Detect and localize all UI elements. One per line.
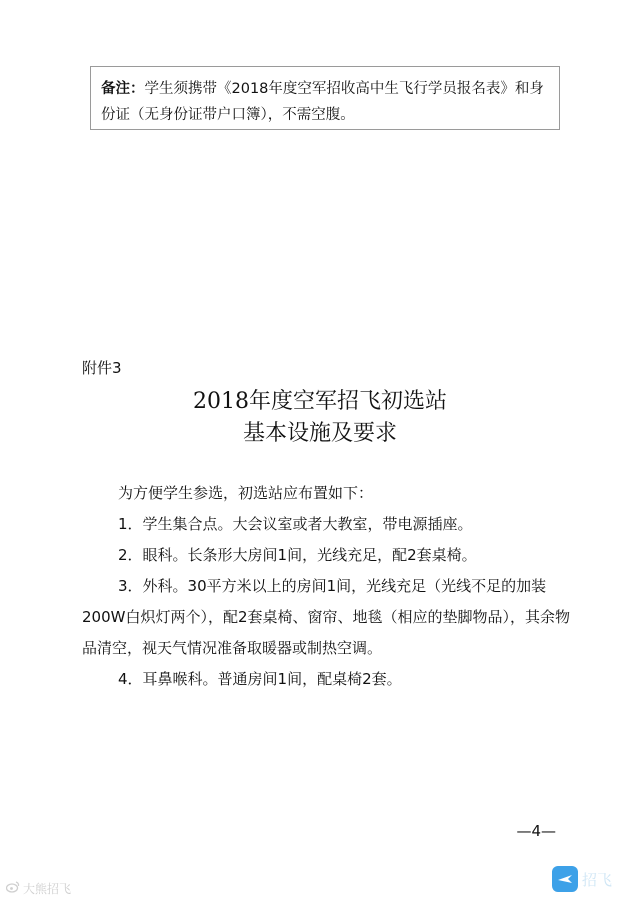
note-label: 备注： xyxy=(101,81,145,97)
note-text: 学生须携带《2018年度空军招收高中生飞行学员报名表》和身份证（无身份证带户口簿），不需空腹。 xyxy=(101,81,544,123)
watermark-right xyxy=(552,866,612,892)
watermark-left xyxy=(6,880,71,897)
document-title-line-1: 2018年度空军招飞初选站 xyxy=(193,389,447,414)
note-box xyxy=(90,66,560,130)
document-title-line-2: 基本设施及要求 xyxy=(242,421,397,446)
list-item-2: 2．眼科。长条形大房间1间，光线充足，配2套桌椅。 xyxy=(118,546,477,564)
intro-paragraph: 为方便学生参选，初选站应布置如下： xyxy=(118,484,374,502)
watermark-left-text: 大熊招飞 xyxy=(23,882,72,896)
list-item-3: 3．外科。30平方米以上的房间1间，光线充足（光线不足的加装200W白炽灯两个），配2套桌椅、窗帘、地毯（相应的垫脚物品），其余物品清空，视天气情况准备取暖器或制热空调。 xyxy=(82,577,571,657)
airplane-logo-icon xyxy=(552,866,578,892)
list-item-4: 4．耳鼻喉科。普通房间1间，配桌椅2套。 xyxy=(118,670,402,688)
body-text xyxy=(82,478,572,695)
attachment-label: 附件3 xyxy=(82,359,122,377)
page-number: —4— xyxy=(516,822,556,840)
watermark-right-text: 招飞 xyxy=(582,870,613,889)
weibo-icon xyxy=(6,881,20,896)
list-item-1: 1．学生集合点。大会议室或者大教室，带电源插座。 xyxy=(118,515,473,533)
